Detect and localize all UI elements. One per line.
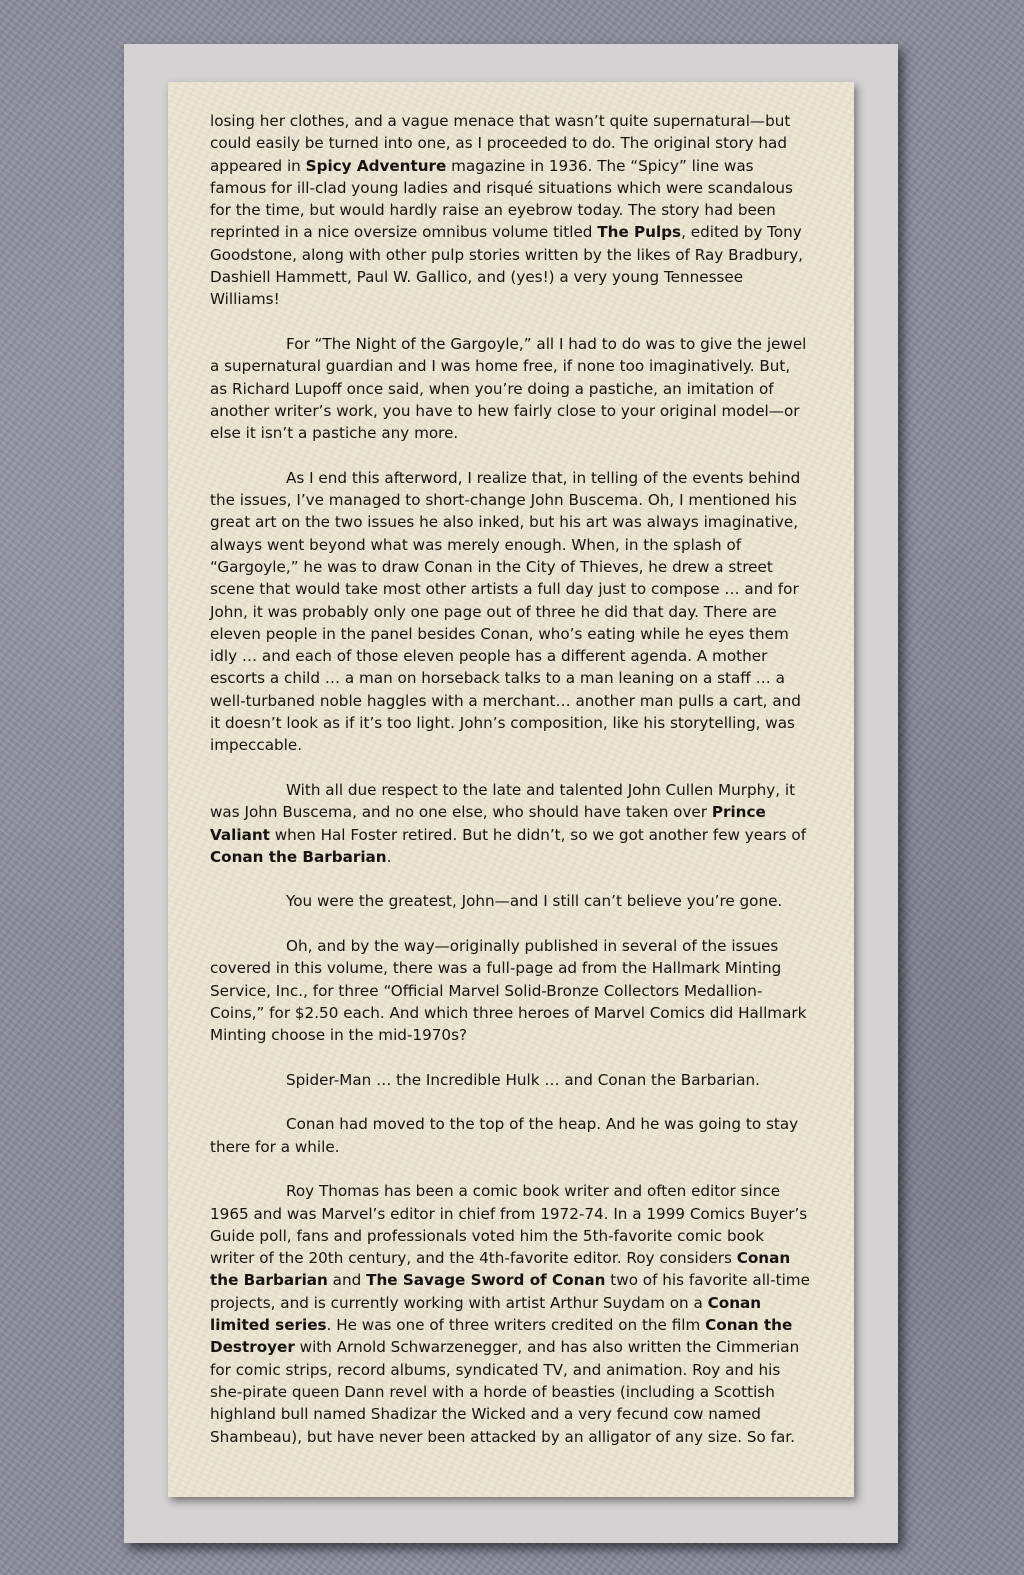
paragraph-gargoyle: For “The Night of the Gargoyle,” all I had to do was to give the jewel a supernatural guardian and I was home free, if none too imaginatively. But, as Richard Lupoff once said, when you’re doing a pastiche, an imitation of another writer’s work, you have to hew fairly close to your original model—or else it isn’t a pastiche any more. bbox=[210, 334, 807, 443]
paragraph-greatest: You were the greatest, John—and I still can’t believe you’re gone. bbox=[286, 892, 783, 911]
paragraph-spicy-adventure: losing her clothes, and a vague menace that wasn’t quite supernatural—but could easily be turned into one, as I proceeded to do. The original story had appeared in Spicy Adventure magazine in 1936. The “Spicy” line was famous for ill-clad young ladies and risqué situations which were scandalous for the time, but would hardly raise an eyebrow today. The story had been reprinted in a nice oversize omnibus volume titled The Pulps, edited by Tony Goodstone, along with other pulp stories written by the likes of Ray Bradbury, Dashiell Hammett, Paul W. Gallico, and (yes!) a very young Tennessee Williams! bbox=[210, 112, 804, 309]
title-conan-the-barbarian: Conan the Barbarian bbox=[210, 847, 387, 866]
article-body bbox=[210, 110, 810, 1470]
title-conan-limited-series: Conan limited series bbox=[210, 1293, 762, 1335]
title-prince-valiant: Prince Valiant bbox=[210, 803, 766, 844]
title-conan-the-barbarian-bio: Conan the Barbarian bbox=[210, 1249, 791, 1290]
title-the-pulps: The Pulps bbox=[597, 223, 682, 242]
title-spicy-adventure: Spicy Adventure bbox=[305, 156, 447, 175]
paragraph-top-of-heap: Conan had moved to the top of the heap. And he was going to stay there for a while. bbox=[210, 1115, 799, 1156]
title-savage-sword: The Savage Sword of Conan bbox=[366, 1271, 606, 1290]
paragraph-buscema-art: As I end this afterword, I realize that, in telling of the events behind the issues, I’ve managed to short-change John Buscema. Oh, I mentioned his great art on the two issues he also inked, but his art was always imaginative, always went beyond what was merely enough. When, in the splash of “Gargoyle,” he was to draw Conan in the City of Thieves, he drew a street scene that would take most other artists a full day just to compose … and for John, it was probably only one page out of three he did that day. There are eleven people in the panel besides Conan, who’s eating while he eyes them idly … and each of those eleven people has a different agenda. A mother escorts a child … a man on horseback talks to a man leaning on a staff … a well-turbaned noble haggles with a merchant… another man pulls a cart, and it doesn’t look as if it’s too light. John’s composition, like his storytelling, was impeccable. bbox=[210, 468, 801, 755]
paragraph-hallmark: Oh, and by the way—originally published in several of the issues covered in this volume, there was a full-page ad from the Hallmark Minting Service, Inc., for three “Official Marvel Solid-Bronze Collectors Medallion-Coins,” for $2.50 each. And which three heroes of Marvel Comics did Hallmark Minting choose in the mid-1970s? bbox=[210, 936, 807, 1045]
paragraph-author-bio: Roy Thomas has been a comic book writer and often editor since 1965 and was Marvel’s editor in chief from 1972-74. In a 1999 Comics Buyer’s Guide poll, fans and professionals voted him the 5th-favorite comic book writer of the 20th century, and the 4th-favorite editor. Roy considers Conan the Barbarian and The Savage Sword of Conan two of his favorite all-time projects, and is currently working with artist Arthur Suydam on a Conan limited series. He was one of three writers credited on the film Conan the Destroyer with Arnold Schwarzenegger, and has also written the Cimmerian for comic strips, record albums, syndicated TV, and animation. Roy and his she-pirate queen Dann revel with a horde of beasties (including a Scottish highland bull named Shadizar the Wicked and a very fecund cow named Shambeau), but have never been attacked by an alligator of any size. So far. bbox=[210, 1182, 810, 1446]
title-conan-the-destroyer: Conan the Destroyer bbox=[210, 1316, 793, 1357]
paragraph-heroes: Spider-Man … the Incredible Hulk … and Conan the Barbarian. bbox=[286, 1070, 760, 1089]
paragraph-prince-valiant: With all due respect to the late and talented John Cullen Murphy, it was John Buscema, and no one else, who should have taken over Prince Valiant when Hal Foster retired. But he didn’t, so we got another few years of Conan the Barbarian. bbox=[210, 780, 807, 866]
